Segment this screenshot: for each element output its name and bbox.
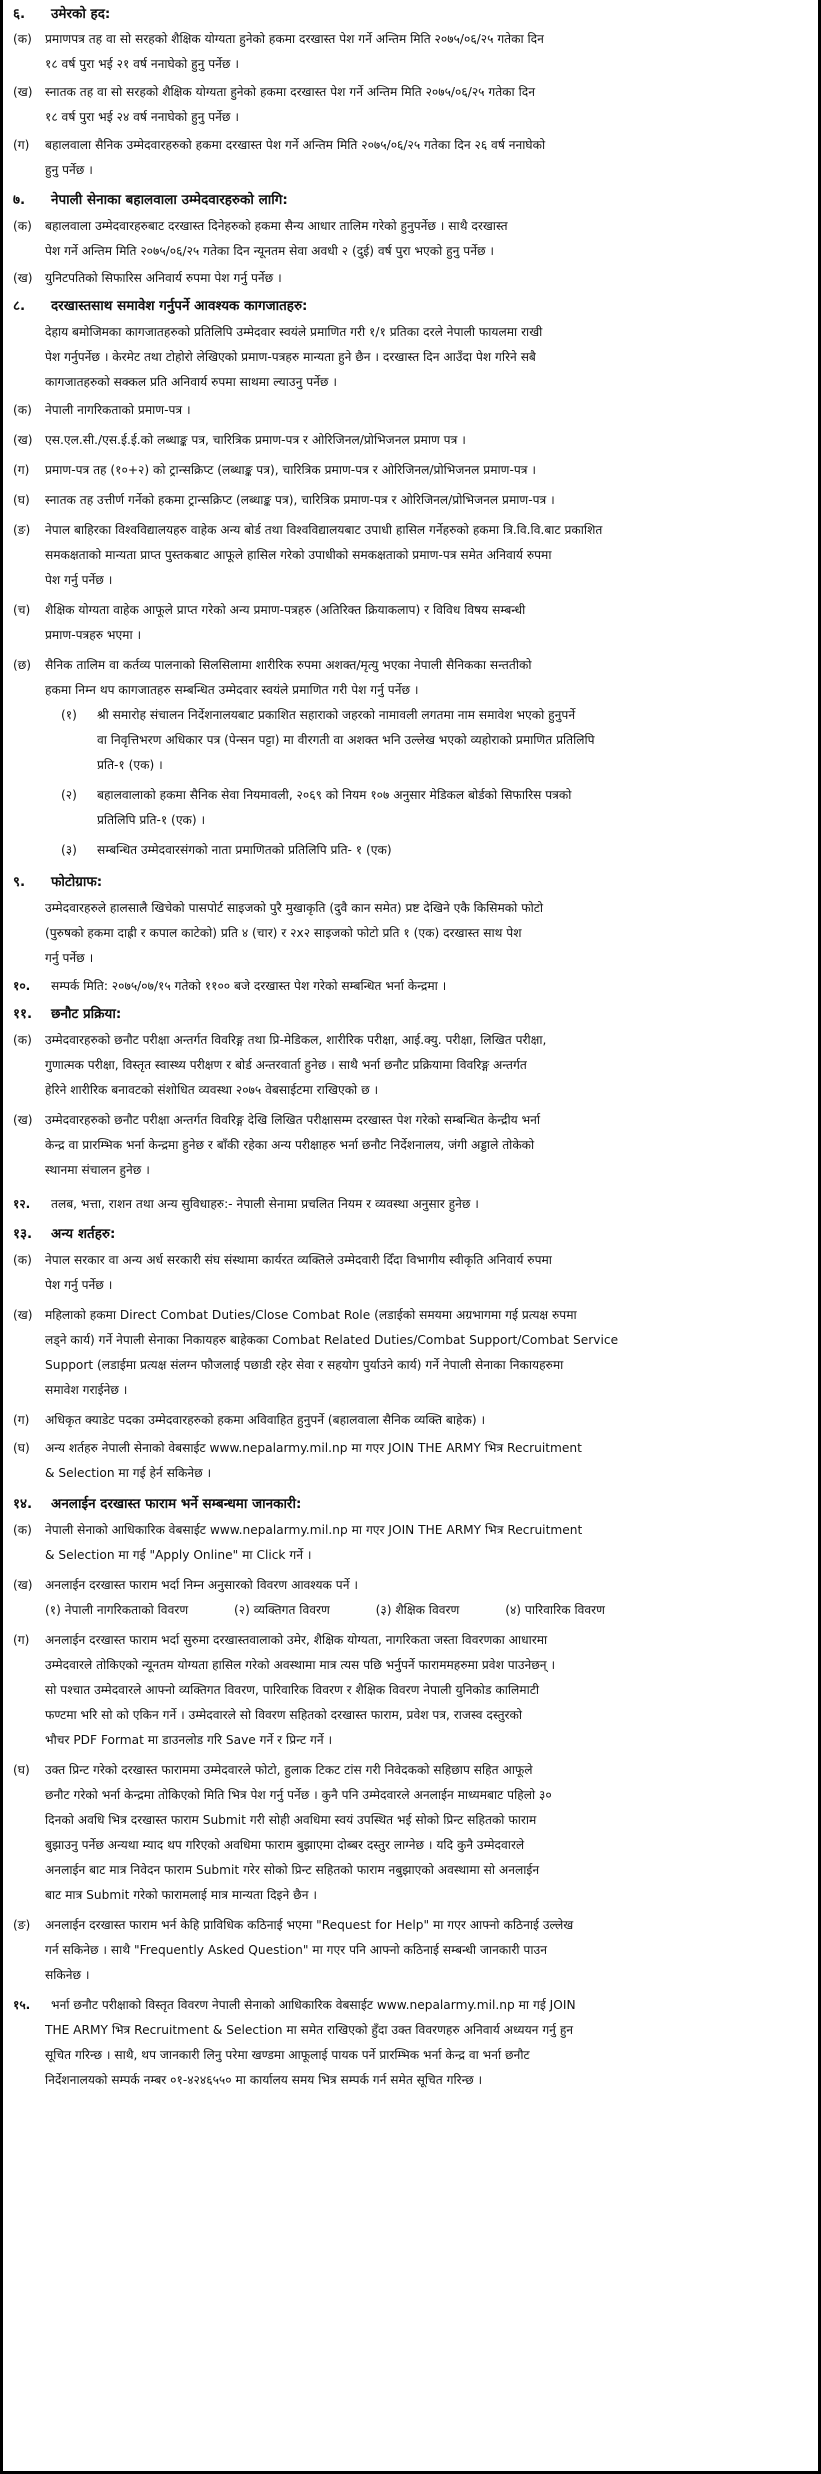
s14-item-gha-cont-2: दिनको अवधि भित्र दरखास्त फाराम Submit गरी सोही अवधिमा स्वयं उपस्थित भई सोको प्रिन्ट सहितको फाराम: [45, 1813, 537, 1827]
s8-sub-2: (२) बहालवालाको हकमा सैनिक सेवा नियमावली, २०६९ को नियम १०७ अनुसार मेडिकल बोर्डको सिफारिस पत्रको: [61, 788, 572, 802]
s8-item-nga-cont-2: पेश गर्नु पर्नेछ ।: [45, 573, 113, 587]
section-6-heading: ६. उमेरको हद:: [13, 6, 111, 22]
s13-item-ga: (ग) अधिकृत क्याडेट पदका उम्मेदवारहरुको हकमा अविवाहित हुनुपर्ने (बहालवाला सैनिक व्यक्ति बाहेक) ।: [13, 1413, 486, 1427]
s14-item-kha: (ख) अनलाईन दरखास्त फाराम भर्दा निम्न अनुसारको विवरण आवश्यक पर्ने ।: [13, 1578, 358, 1592]
s8-item-cha-cont: प्रमाण-पत्रहरु भएमा ।: [45, 628, 142, 642]
s14-item-ka-cont: & Selection मा गई "Apply Online" मा Click गर्ने ।: [45, 1548, 312, 1562]
s8-sub-3: (३) सम्बन्धित उम्मेदवारसंगको नाता प्रमाणितको प्रतिलिपि प्रति- १ (एक): [61, 843, 392, 857]
s14-item-ga: (ग) अनलाईन दरखास्त फाराम भर्दा सुरुमा दरखास्तवालाको उमेर, शैक्षिक योग्यता, नागरिकता जस्ता विवरणका आधारमा: [13, 1633, 548, 1647]
s9-line-2: (पुरुषको हकमा दाह्री र कपाल काटेको) प्रति ४ (चार) र २x२ साइजको फोटो प्रति १ (एक) दरखास्त साथ पेश: [45, 926, 522, 940]
s8-intro-1: देहाय बमोजिमका कागजातहरुको प्रतिलिपि उम्मेदवार स्वयंले प्रमाणित गरी १/१ प्रतिका दरले नेपाली फायलमा राखी: [45, 325, 543, 339]
s14-item-gha-cont-4: अनलाईन बाट मात्र निवेदन फाराम Submit गरेर सोको प्रिन्ट सहितको फाराम नबुझाएको अवस्थामा सो अनलाईन: [45, 1863, 540, 1877]
s13-item-kha-cont-2: Support (लडाईमा प्रत्यक्ष संलग्न फौजलाई पछाडी रहेर सेवा र सहयोग पुर्याउने कार्य) गर्ने नेपाली सेनाका निकायहरुमा: [45, 1358, 564, 1372]
s14-item-gha-cont-3: बुझाउनु पर्नेछ अन्यथा म्याद थप गरिएको अवधिमा फाराम बुझाएमा दोब्बर दस्तुर लाग्नेछ । यदि कुनै उम्मेदवारले: [45, 1838, 525, 1852]
s8-item-gha: (घ) स्नातक तह उत्तीर्ण गर्नेको हकमा ट्रान्सक्रिप्ट (लब्धाङ्क पत्र), चारित्रिक प्रमाण-पत्र र ओरिजिनल/प्रोभिजनल प्रमाण-पत्र ।: [13, 493, 555, 507]
s11-item-kha-cont-1: केन्द्र वा प्रारम्भिक भर्ना केन्द्रमा हुनेछ र बाँकी रहेका अन्य परीक्षाहरु भर्ना छनौट निर्देशनालय, जंगी अड्डाले तोकेको: [45, 1138, 535, 1152]
s13-item-gha-cont: & Selection मा गई हेर्न सकिनेछ ।: [45, 1466, 212, 1480]
s13-item-ka-cont: पेश गर्नु पर्नेछ ।: [45, 1278, 113, 1292]
s14-item-ga-cont-4: भौचर PDF Format मा डाउनलोड गरि Save गर्ने र प्रिन्ट गर्ने ।: [45, 1733, 333, 1747]
s6-item-kha-cont: १८ वर्ष पुरा भई २४ वर्ष ननाघेको हुनु पर्नेछ ।: [45, 110, 239, 124]
s8-sub-2-cont: प्रतिलिपि प्रति-१ (एक) ।: [97, 813, 206, 827]
s13-item-gha: (घ) अन्य शर्तहरु नेपाली सेनाको वेबसाईट www.nepalarmy.mil.np मा गएर JOIN THE ARMY भित्र Recruitment: [13, 1441, 582, 1455]
s13-item-kha-cont-3: समावेश गराईनेछ ।: [45, 1383, 128, 1397]
s11-item-ka: (क) उम्मेदवारहरुको छनौट परीक्षा अन्तर्गत विवरिङ्ग तथा प्रि-मेडिकल, शारीरिक परीक्षा, आई.क्यु. परीक्षा, लिखित परीक्षा,: [13, 1033, 547, 1047]
s14-details-list: [45, 1598, 806, 1623]
s8-item-kha: (ख) एस.एल.सी./एस.ई.ई.को लब्धाङ्क पत्र, चारित्रिक प्रमाण-पत्र र ओरिजिनल/प्रोभिजनल प्रमाण पत्र ।: [13, 433, 466, 447]
s13-item-ka: (क) नेपाल सरकार वा अन्य अर्ध सरकारी संघ संस्थामा कार्यरत व्यक्तिले उम्मेदवारी दिँदा विभागीय स्वीकृति अनिवार्य रुपमा: [13, 1253, 552, 1267]
s14-item-nga-cont-1: गर्न सकिनेछ । साथै "Frequently Asked Question" मा गएर पनि आफ्नो कठिनाई सम्बन्धी जानकारी पाउन: [45, 1943, 547, 1957]
s8-intro-2: पेश गर्नुपर्नेछ । केरमेट तथा टोहोरो लेखिएको प्रमाण-पत्रहरु मान्यता हुने छैन । दरखास्त दिन आउँदा पेश गरिने सबै: [45, 350, 536, 364]
s14-item-gha-cont-1: छनौट गरेको भर्ना केन्द्रमा तोकिएको मिति भित्र पेश गर्नु पर्नेछ । कुनै पनि उम्मेदवारले अनलाईन माध्यमबाट पहिलो ३०: [45, 1788, 552, 1802]
section-8-heading: ८. दरखास्तसाथ समावेश गर्नुपर्ने आवश्यक कागजातहरु:: [13, 298, 308, 314]
s8-intro-3: कागजातहरुको सक्कल प्रति अनिवार्य रुपमा साथमा ल्याउनु पर्नेछ ।: [45, 375, 337, 389]
s8-item-ga: (ग) प्रमाण-पत्र तह (१०+२) को ट्रान्सक्रिप्ट (लब्धाङ्क पत्र), चारित्रिक प्रमाण-पत्र र ओरिजिनल/प्रोभिजनल प्रमाण-पत्र ।: [13, 463, 537, 477]
s6-item-ka: (क) प्रमाणपत्र तह वा सो सरहको शैक्षिक योग्यता हुनेको हकमा दरखास्त पेश गर्ने अन्तिम मिति २०७५/०६/२५ गतेका दिन: [13, 32, 544, 46]
s8-sub-1-cont-2: प्रति-१ (एक) ।: [97, 758, 163, 772]
s14-item-nga-cont-2: सकिनेछ ।: [45, 1968, 90, 1982]
s6-item-ga: (ग) बहालवाला सैनिक उम्मेदवारहरुको हकमा दरखास्त पेश गर्ने अन्तिम मिति २०७५/०६/२५ गतेका दिन २६ वर्ष ननाघेको: [13, 138, 546, 152]
s6-item-ga-cont: हुनु पर्नेछ ।: [45, 163, 93, 177]
s8-sub-1-cont-1: वा निवृत्तिभरण अधिकार पत्र (पेन्सन पट्टा) मा वीरगती वा अशक्त भनि उल्लेख भएको व्यहोराको प्रमाणित प्रतिलिपि: [97, 733, 595, 747]
s7-item-ka: (क) बहालवाला उम्मेदवारहरुबाट दरखास्त दिनेहरुको हकमा सैन्य आधार तालिम गरेको हुनुपर्नेछ । साथै दरखास्त: [13, 219, 508, 233]
s7-item-ka-cont: पेश गर्ने अन्तिम मिति २०७५/०६/२५ गतेका दिन न्यूनतम सेवा अवधी २ (दुई) वर्ष पुरा भएको हुनु पर्नेछ ।: [45, 244, 494, 258]
s8-item-chha-cont: हकमा निम्न थप कागजातहरु सम्बन्धित उम्मेदवार स्वयंले प्रमाणित गरी पेश गर्नु पर्नेछ ।: [45, 683, 419, 697]
s6-item-ka-cont: १८ वर्ष पुरा भई २१ वर्ष ननाघेको हुनु पर्नेछ ।: [45, 57, 239, 71]
s15-cont-1: THE ARMY भित्र Recruitment & Selection मा समेत राखिएको हुँदा उक्त विवरणहरु अनिवार्य अध्ययन गर्नु हुन: [45, 2023, 574, 2037]
section-12-heading: १२. तलब, भत्ता, राशन तथा अन्य सुविधाहरु:- नेपाली सेनामा प्रचलित नियम र व्यवस्था अनुसार हुनेछ ।: [13, 1197, 479, 1211]
s14-item-gha-cont-5: बाट मात्र Submit गरेको फारामलाई मात्र मान्यता दिइने छैन ।: [45, 1888, 317, 1902]
s6-item-kha: (ख) स्नातक तह वा सो सरहको शैक्षिक योग्यता हुनेको हकमा दरखास्त पेश गर्ने अन्तिम मिति २०७५/०६/२५ गतेका दिन: [13, 85, 535, 99]
s9-line-1: उम्मेदवारहरुले हालसालै खिचेको पासपोर्ट साइजको पुरै मुखाकृति (दुवै कान समेत) प्रष्ट देखिने एकै किसिमको फोटो: [45, 901, 544, 915]
s8-item-ka: (क) नेपाली नागरिकताको प्रमाण-पत्र ।: [13, 403, 191, 417]
s14-item-ga-cont-1: उम्मेदवारले तोकिएको न्यूनतम योग्यता हासिल गरेको अवस्थामा मात्र त्यस पछि भर्नुपर्ने फाराममहरुमा प्रवेश पाउनेछन् ।: [45, 1658, 556, 1672]
s13-item-kha-cont-1: लड्ने कार्य) गर्ने नेपाली सेनाका निकायहरु बाहेकका Combat Related Duties/Combat Support/Combat Service: [45, 1333, 619, 1347]
s7-item-kha: (ख) युनिटपतिको सिफारिस अनिवार्य रुपमा पेश गर्नु पर्नेछ ।: [13, 271, 282, 285]
s11-item-kha-cont-2: स्थानमा संचालन हुनेछ ।: [45, 1163, 150, 1177]
s15-cont-3: निर्देशनालयको सम्पर्क नम्बर ०१-४२४६५५० मा कार्यालय समय भित्र सम्पर्क गर्न समेत सूचित गरिन्छ ।: [45, 2073, 483, 2087]
s8-item-nga-cont-1: समकक्षताको मान्यता प्राप्त पुस्तकबाट आफूले हासिल गरेको उपाधीको समकक्षताको प्रमाण-पत्र समेत अनिवार्य रुपमा: [45, 548, 552, 562]
s9-line-3: गर्नु पर्नेछ ।: [45, 951, 94, 965]
s11-item-ka-cont-2: हेरिने शारीरिक बनावटको संशोधित व्यवस्था २०७५ वेबसाईटमा राखिएको छ ।: [45, 1083, 379, 1097]
section-14-heading: १४. अनलाईन दरखास्त फाराम भर्ने सम्बन्धमा जानकारी:: [13, 1496, 302, 1512]
s8-item-nga: (ङ) नेपाल बाहिरका विश्वविद्यालयहरु वाहेक अन्य बोर्ड तथा विश्वविद्यालयबाट उपाधी हासिल गर्नेहरुको हकमा त्रि.वि.वि.बाट प्रकाशित: [13, 523, 603, 537]
section-15: १५. भर्ना छनौट परीक्षाको विस्तृत विवरण नेपाली सेनाको आधिकारिक वेबसाईट www.nepalarmy.mil.np मा गई JOIN: [13, 1998, 576, 2012]
section-9-heading: ९. फोटोग्राफ:: [13, 874, 103, 890]
detail-personal: (२) व्यक्तिगत विवरण: [234, 1603, 330, 1617]
s8-item-cha: (च) शैक्षिक योग्यता वाहेक आफूले प्राप्त गरेको अन्य प्रमाण-पत्रहरु (अतिरिक्त क्रियाकलाप) र विविध विषय सम्बन्धी: [13, 603, 526, 617]
s11-item-ka-cont-1: गुणात्मक परीक्षा, विस्तृत स्वास्थ्य परीक्षण र बोर्ड अन्तरवार्ता हुनेछ । साथै भर्ना छनौट प्रक्रियामा विवरिङ्ग अन्तर्गत: [45, 1058, 527, 1072]
s11-item-kha: (ख) उम्मेदवारहरुको छनौट परीक्षा अन्तर्गत विवरिङ्ग देखि लिखित परीक्षासम्म दरखास्त पेश गरेको सम्बन्धित केन्द्रीय भर्ना: [13, 1113, 541, 1127]
s14-item-ga-cont-3: फण्टमा भरि सो को एकिन गर्ने । उम्मेदवारले सो विवरण सहितको दरखास्त फाराम, प्रवेश पत्र, राजस्व दस्तुरको: [45, 1708, 523, 1722]
detail-family: (४) पारिवारिक विवरण: [505, 1603, 605, 1617]
s14-item-ga-cont-2: सो पश्चात उम्मेदवारले आफ्नो व्यक्तिगत विवरण, पारिवारिक विवरण र शैक्षिक विवरण नेपाली युनिकोड कालिमाटी: [45, 1683, 540, 1697]
s15-cont-2: सूचित गरिन्छ । साथै, थप जानकारी लिनु परेमा खण्डमा आफूलाई पायक पर्ने प्रारम्भिक भर्ना केन्द्र वा भर्ना छनौट: [45, 2048, 530, 2062]
detail-citizenship: (१) नेपाली नागरिकताको विवरण: [45, 1603, 189, 1617]
s8-item-chha: (छ) सैनिक तालिम वा कर्तव्य पालनाको सिलसिलामा शारीरिक रुपमा अशक्त/मृत्यु भएका नेपाली सैनिकका सन्ततीको: [13, 658, 532, 672]
section-10-heading: १०. सम्पर्क मिति: २०७५/०७/१५ गतेको ११०० बजे दरखास्त पेश गरेको सम्बन्धित भर्ना केन्द्रमा ।: [13, 979, 447, 993]
section-7-heading: ७. नेपाली सेनाका बहालवाला उम्मेदवारहरुको लागि:: [13, 192, 288, 208]
section-13-heading: १३. अन्य शर्तहरु:: [13, 1226, 116, 1242]
s14-item-gha: (घ) उक्त प्रिन्ट गरेको दरखास्त फाराममा उम्मेदवारले फोटो, हुलाक टिकट टांस गरी निवेदकको सहिछाप सहित आफूले: [13, 1763, 533, 1777]
s13-item-kha: (ख) महिलाको हकमा Direct Combat Duties/Close Combat Role (लडाईको समयमा अग्रभागमा गई प्रत्यक्ष रुपमा: [13, 1308, 577, 1322]
section-11-heading: ११. छनौट प्रक्रिया:: [13, 1006, 122, 1022]
s8-sub-1: (१) श्री समारोह संचालन निर्देशनालयबाट प्रकाशित सहाराको जहरको नामावली लगतमा नाम समावेश भएको हुनुपर्ने: [61, 708, 576, 722]
s14-item-nga: (ङ) अनलाईन दरखास्त फाराम भर्न केहि प्राविधिक कठिनाई भएमा "Request for Help" मा गएर आफ्नो कठिनाई उल्लेख: [13, 1918, 574, 1932]
detail-education: (३) शैक्षिक विवरण: [375, 1603, 460, 1617]
s14-item-ka: (क) नेपाली सेनाको आधिकारिक वेबसाईट www.nepalarmy.mil.np मा गएर JOIN THE ARMY भित्र Recruitment: [13, 1523, 583, 1537]
